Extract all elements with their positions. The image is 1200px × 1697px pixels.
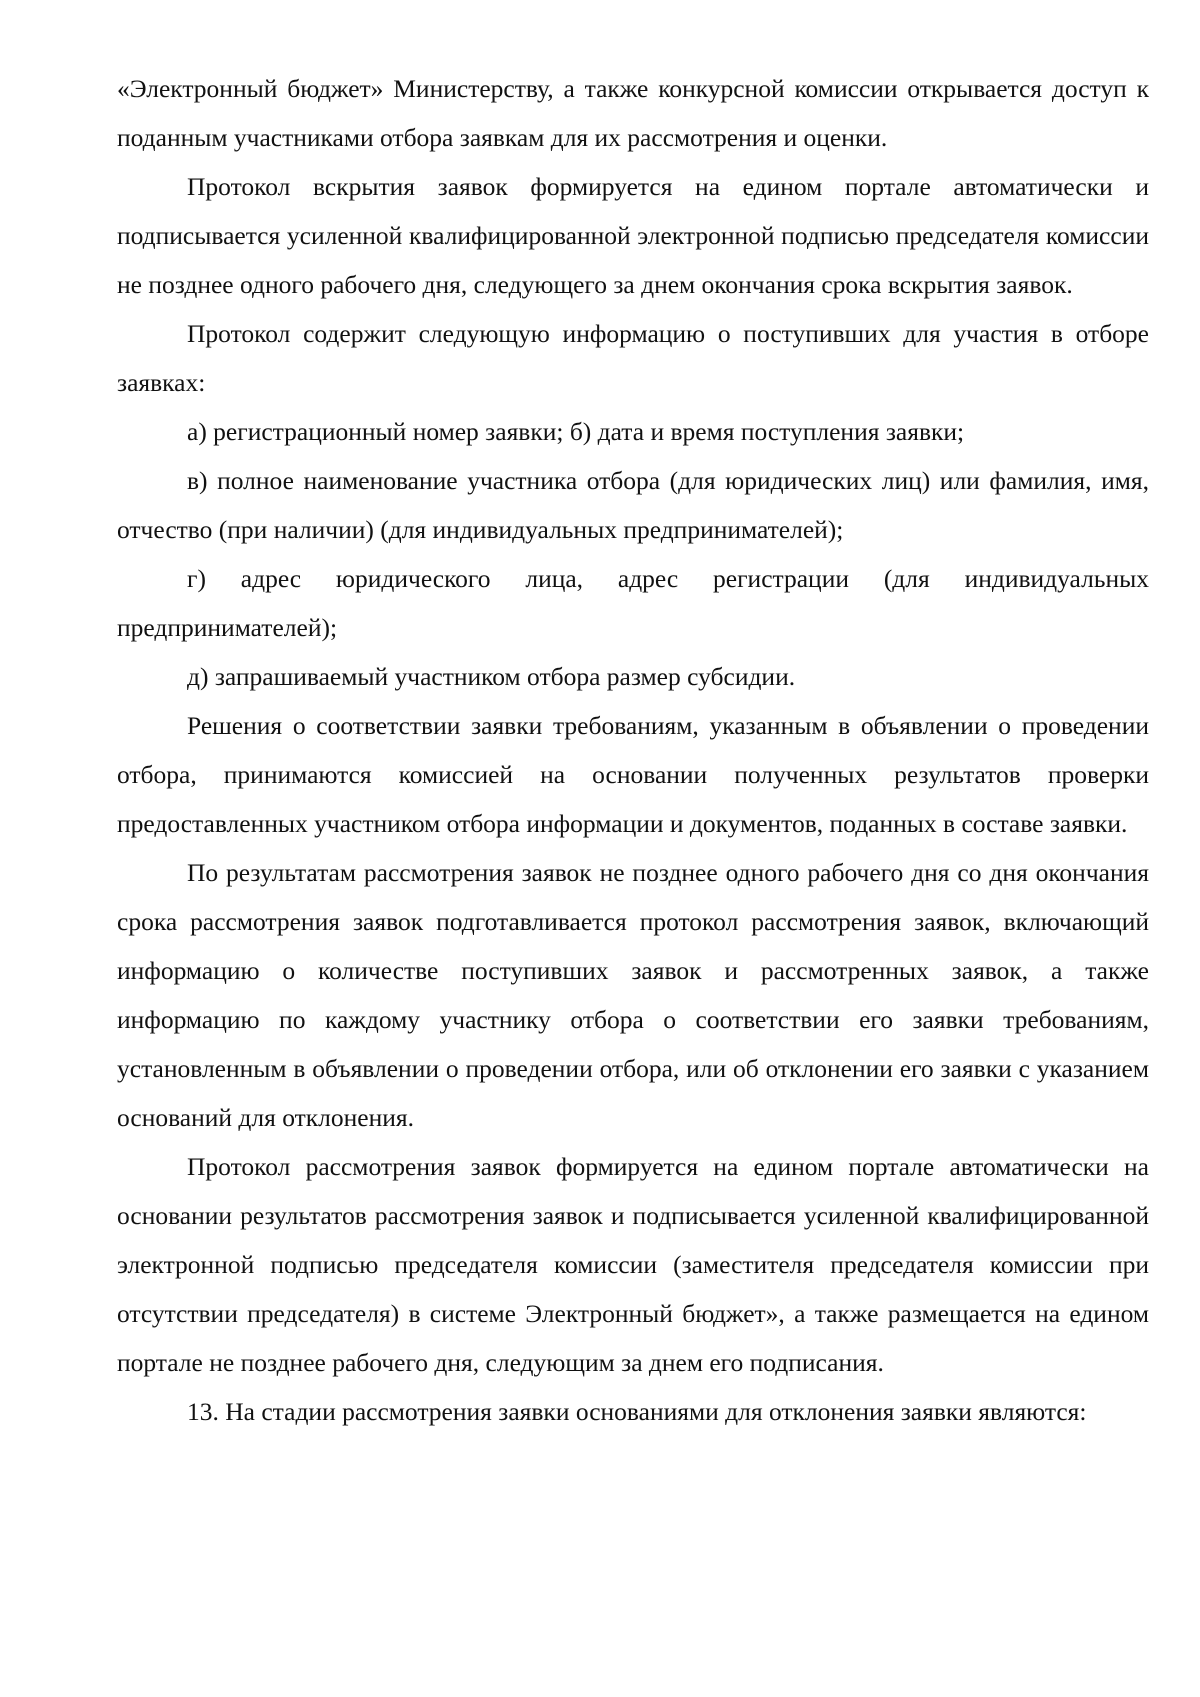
list-item-a-b: а) регистрационный номер заявки; б) дата и время поступления заявки; xyxy=(187,417,965,446)
list-item-g: г) адрес юридического лица, адрес регистрации (для индивидуальных предпринимателей); xyxy=(117,564,1149,642)
paragraph-compliance-decisions: Решения о соответствии заявки требованиям, указанным в объявлении о проведении отбора, принимаются комиссией на основании полученных результатов проверки предоставленных участником отбора информации и документов, поданных в составе заявки. xyxy=(117,711,1149,838)
paragraph-review-results: По результатам рассмотрения заявок не позднее одного рабочего дня со дня окончания срока рассмотрения заявок подготавливается протокол рассмотрения заявок, включающий информацию о количестве поступивших заявок и рассмотренных заявок, а также информацию по каждому участнику отбора о соответствии его заявки требованиям, установленным в объявлении о проведении отбора, или об отклонении его заявки с указанием оснований для отклонения. xyxy=(117,858,1149,1132)
document-body xyxy=(117,64,1149,1436)
paragraph-continuation: «Электронный бюджет» Министерству, а также конкурсной комиссии открывается доступ к поданным участниками отбора заявкам для их рассмотрения и оценки. xyxy=(117,74,1149,152)
paragraph-review-protocol: Протокол рассмотрения заявок формируется на едином портале автоматически на основании результатов рассмотрения заявок и подписывается усиленной квалифицированной электронной подписью председателя комиссии (заместителя председателя комиссии при отсутствии председателя) в системе Электронный бюджет», а также размещается на едином портале не позднее рабочего дня, следующим за днем его подписания. xyxy=(117,1152,1149,1377)
list-item-v: в) полное наименование участника отбора (для юридических лиц) или фамилия, имя, отчество (при наличии) (для индивидуальных предпринимателей); xyxy=(117,466,1149,544)
paragraph-protocol-contents: Протокол содержит следующую информацию о поступивших для участия в отборе заявках: xyxy=(117,319,1149,397)
list-item-d: д) запрашиваемый участником отбора размер субсидии. xyxy=(187,662,796,691)
paragraph-section-13: 13. На стадии рассмотрения заявки основаниями для отклонения заявки являются: xyxy=(187,1397,1087,1426)
paragraph-opening-protocol: Протокол вскрытия заявок формируется на едином портале автоматически и подписывается усиленной квалифицированной электронной подписью председателя комиссии не позднее одного рабочего дня, следующего за днем окончания срока вскрытия заявок. xyxy=(117,172,1149,299)
